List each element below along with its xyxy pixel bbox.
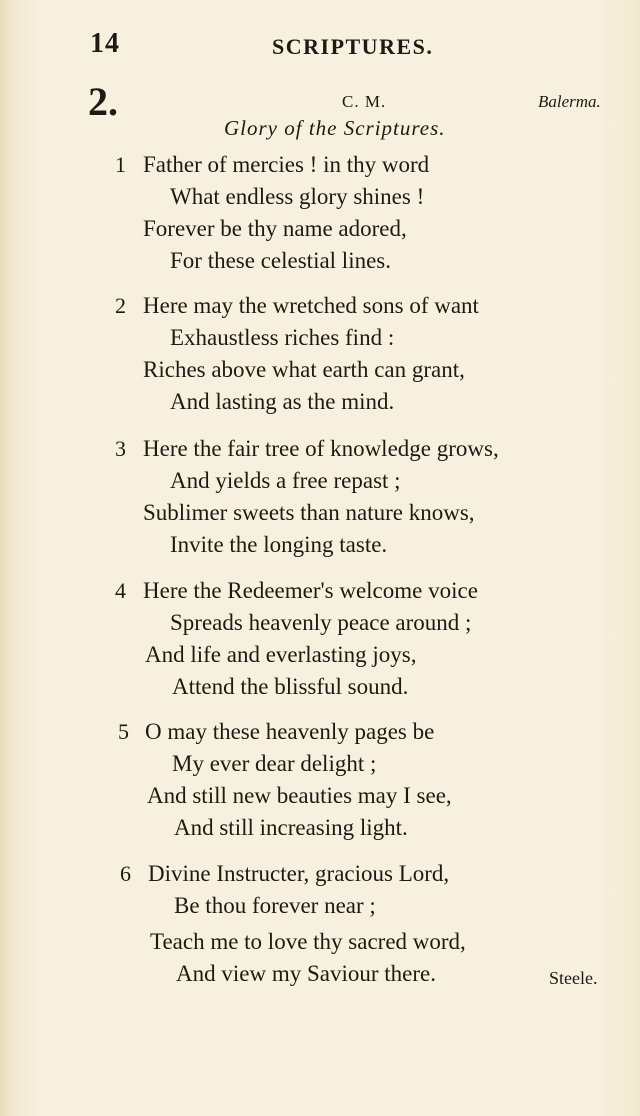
hymn-title: Glory of the Scriptures. (224, 116, 446, 140)
verse-line: And lasting as the mind. (170, 389, 395, 414)
verse-line: Exhaustless riches find : (170, 325, 395, 350)
verse-line: O may these heavenly pages be (145, 719, 435, 744)
verse-line: Riches above what earth can grant, (143, 357, 465, 382)
hymn-meter: C. M. (342, 92, 387, 111)
verse-line: Here may the wretched sons of want (143, 293, 479, 318)
verse-line: And still increasing light. (174, 815, 408, 840)
hymn-tune: Balerma. (538, 92, 601, 111)
page-header (0, 28, 640, 68)
verse-line: Invite the longing taste. (170, 532, 388, 557)
verse-line: Forever be thy name adored, (143, 216, 407, 241)
verse-number: 5 (118, 719, 129, 744)
verse-line: And life and everlasting joys, (145, 642, 417, 667)
verse-line: And still new beauties may I see, (147, 783, 452, 808)
verse-number: 2 (115, 293, 126, 318)
verse-line: And yields a free repast ; (170, 468, 401, 493)
verse-number: 4 (115, 578, 126, 603)
verse-line: Spreads heavenly peace around ; (170, 610, 472, 635)
verse-line: Here the Redeemer's welcome voice (143, 578, 478, 603)
hymn-number: 2. (88, 79, 118, 124)
verse-line: For these celestial lines. (170, 248, 391, 273)
verse-line: What endless glory shines ! (170, 184, 425, 209)
verse-number: 3 (115, 436, 126, 461)
hymn-author: Steele. (549, 968, 598, 988)
page-number: 14 (90, 28, 120, 59)
verse-line: My ever dear delight ; (172, 751, 377, 776)
verse-number: 1 (115, 152, 126, 177)
verse-line: Here the fair tree of knowledge grows, (143, 436, 499, 461)
verse-line: Divine Instructer, gracious Lord, (148, 861, 450, 886)
verse-line: And view my Saviour there. (176, 961, 436, 986)
verse-line: Be thou forever near ; (174, 893, 376, 918)
verse-line: Attend the blissful sound. (172, 674, 409, 699)
verse-line: Father of mercies ! in thy word (143, 152, 430, 177)
verse-line: Teach me to love thy sacred word, (150, 929, 466, 954)
running-head: SCRIPTURES. (272, 34, 434, 59)
verse-number: 6 (120, 861, 131, 886)
verse-line: Sublimer sweets than nature knows, (143, 500, 475, 525)
